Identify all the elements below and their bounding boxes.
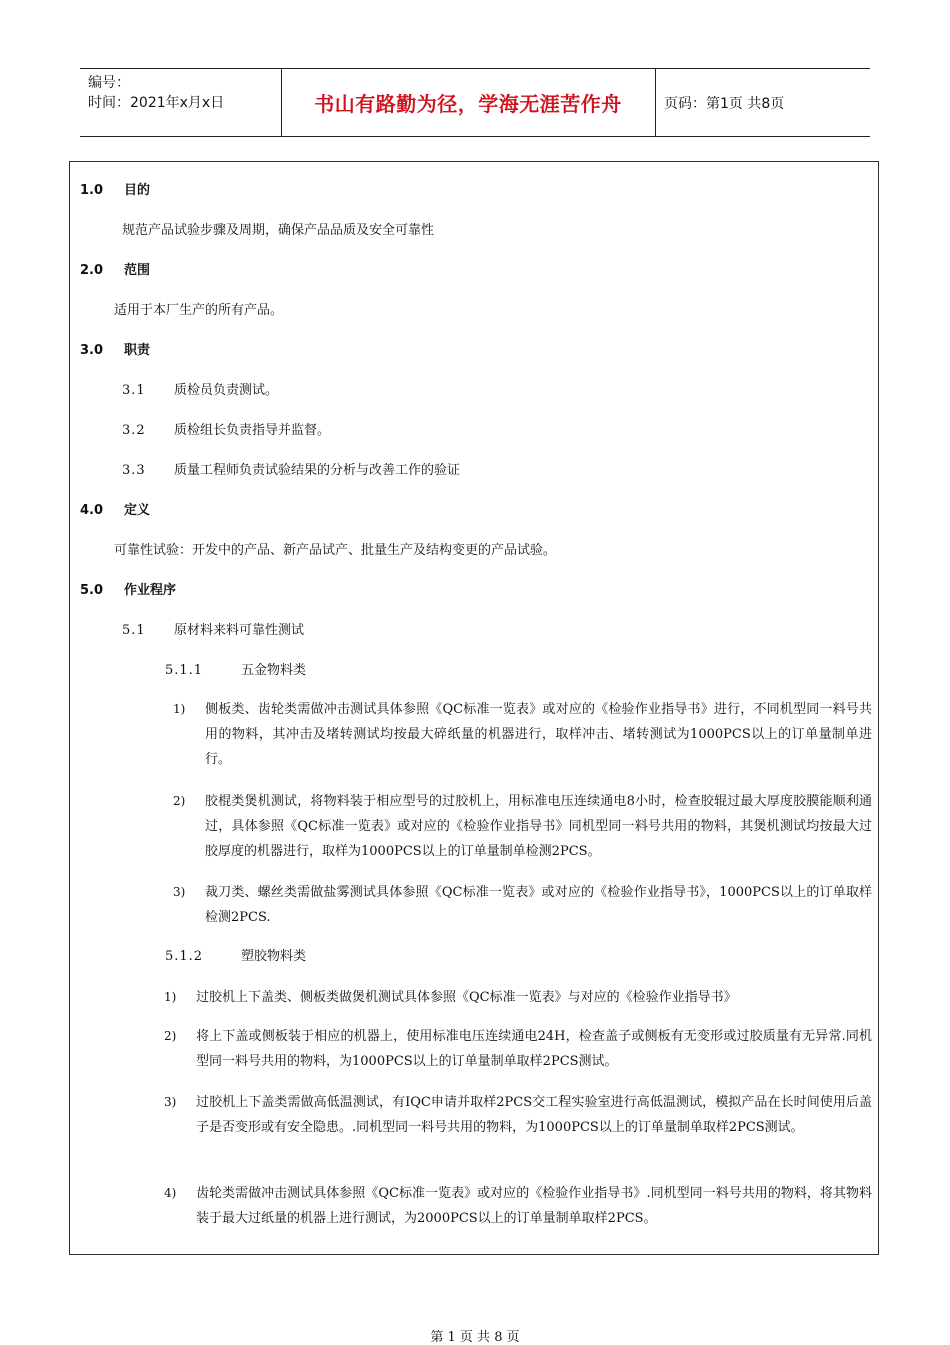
section-number: 3.0 bbox=[80, 343, 104, 358]
section-body: 可靠性试验：开发中的产品、新产品试产、批量生产及结构变更的产品试验。 bbox=[114, 543, 557, 558]
item-number: 1) bbox=[164, 990, 177, 1004]
section-heading bbox=[80, 582, 177, 600]
item-text: 裁刀类、螺丝类需做盐雾测试具体参照《QC标准一览表》或对应的《检验作业指导书》，1000PCS以上的订单取样检测2PCS. bbox=[205, 885, 872, 925]
section-title: 定义 bbox=[124, 503, 151, 518]
subsection-number: 5.1.2 bbox=[165, 949, 204, 964]
section-heading bbox=[80, 342, 151, 360]
header-motto: 书山有路勤为径，学海无涯苦作舟 bbox=[314, 92, 622, 116]
item-text: 过胶机上下盖类需做高低温测试，有IQC申请并取样2PCS交工程实验室进行高低温测试，模拟产品在长时间使用后盖子是否变形或有安全隐患。.同机型同一料号共用的物料，为1000PCS以上的订单量制单取样2PCS测试。 bbox=[196, 1095, 872, 1135]
section-title: 范围 bbox=[124, 263, 151, 278]
item-text: 侧板类、齿轮类需做冲击测试具体参照《QC标准一览表》或对应的《检验作业指导书》进行，不同机型同一料号共用的物料，其冲击及堵转测试均按最大碎纸量的机器进行，取样冲击、堵转测试为1000PCS以上的订单量制单进行。 bbox=[205, 702, 872, 767]
item-number: 2) bbox=[173, 794, 186, 808]
section-body: 规范产品试验步骤及周期，确保产品品质及安全可靠性 bbox=[122, 223, 435, 238]
section-body: 适用于本厂生产的所有产品。 bbox=[114, 303, 284, 318]
item-number: 4) bbox=[164, 1186, 177, 1200]
item-number: 3) bbox=[173, 885, 186, 899]
header-table bbox=[80, 68, 870, 137]
list-item bbox=[122, 422, 331, 440]
item-text: 质检员负责测试。 bbox=[174, 383, 279, 398]
content-box bbox=[69, 161, 879, 1255]
section-title: 作业程序 bbox=[124, 583, 177, 598]
subsection-number: 5.1.1 bbox=[165, 663, 204, 678]
subsection-heading bbox=[122, 622, 305, 640]
section-number: 4.0 bbox=[80, 503, 104, 518]
item-text: 过胶机上下盖类、侧板类做煲机测试具体参照《QC标准一览表》与对应的《检验作业指导书》 bbox=[196, 990, 737, 1005]
item-text: 质量工程师负责试验结果的分析与改善工作的验证 bbox=[174, 463, 461, 478]
header-divider bbox=[655, 69, 656, 136]
header-meta bbox=[88, 73, 224, 113]
section-number: 2.0 bbox=[80, 263, 104, 278]
item-text: 胶棍类煲机测试，将物料装于相应型号的过胶机上，用标准电压连续通电8小时，检查胶辊过最大厚度胶膜能顺利通过，具体参照《QC标准一览表》或对应的《检验作业指导书》同机型同一料号共用的物料，其煲机测试均按最大过胶厚度的机器进行，取样为1000PCS以上的订单量制单检测2PCS。 bbox=[205, 794, 872, 859]
item-text: 将上下盖或侧板装于相应的机器上，使用标准电压连续通电24H，检查盖子或侧板有无变形或过胶质量有无异常.同机型同一料号共用的物料，为1000PCS以上的订单量制单取样2PCS测试。 bbox=[196, 1029, 872, 1069]
page-footer: 第 1 页 共 8 页 bbox=[430, 1330, 520, 1345]
section-title: 职责 bbox=[124, 343, 151, 358]
item-number: 3.2 bbox=[122, 423, 146, 438]
section-number: 5.0 bbox=[80, 583, 104, 598]
list-item bbox=[122, 462, 461, 480]
subsection-title: 塑胶物料类 bbox=[241, 949, 307, 964]
subsection-number: 5.1 bbox=[122, 623, 146, 638]
item-text: 质检组长负责指导并监督。 bbox=[174, 423, 331, 438]
section-heading bbox=[80, 182, 151, 200]
item-text: 齿轮类需做冲击测试具体参照《QC标准一览表》或对应的《检验作业指导书》.同机型同一料号共用的物料，将其物料装于最大过纸量的机器上进行测试，为2000PCS以上的订单量制单取样2PCS。 bbox=[196, 1186, 872, 1226]
header-page-info: 页码：第1页 共8页 bbox=[664, 95, 785, 112]
subsection-heading bbox=[165, 662, 307, 680]
section-title: 目的 bbox=[124, 183, 151, 198]
item-number: 3) bbox=[164, 1095, 177, 1109]
section-heading bbox=[80, 502, 151, 520]
subsection-title: 原材料来料可靠性测试 bbox=[174, 623, 305, 638]
subsection-title: 五金物料类 bbox=[241, 663, 307, 678]
list-item bbox=[122, 382, 279, 400]
item-number: 3.1 bbox=[122, 383, 146, 398]
section-heading bbox=[80, 262, 151, 280]
subsection-heading bbox=[165, 948, 307, 966]
item-number: 3.3 bbox=[122, 463, 146, 478]
document-time: 时间：2021年x月x日 bbox=[88, 95, 225, 111]
item-number: 1) bbox=[173, 702, 186, 716]
item-number: 2) bbox=[164, 1029, 177, 1043]
section-number: 1.0 bbox=[80, 183, 104, 198]
document-number-label: 编号： bbox=[88, 75, 130, 91]
